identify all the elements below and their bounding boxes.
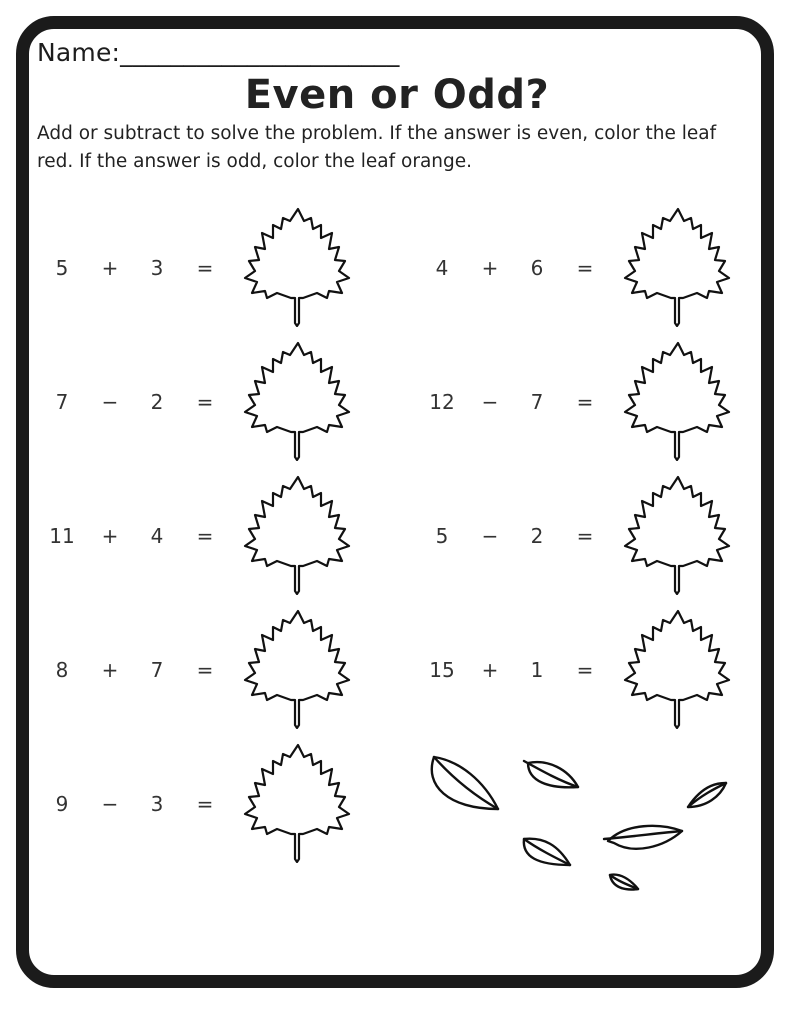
operand-a: 4 xyxy=(435,256,449,280)
name-field-label: Name:______________________ xyxy=(37,38,400,67)
problem-5 xyxy=(42,516,232,556)
operator: − xyxy=(481,390,499,414)
problem-3 xyxy=(42,382,232,422)
operand-a: 15 xyxy=(429,658,455,682)
equals-sign: = xyxy=(196,658,214,682)
equals-sign: = xyxy=(196,524,214,548)
problem-6 xyxy=(422,516,612,556)
operator: + xyxy=(101,524,119,548)
problem-1 xyxy=(42,248,232,288)
equals-sign: = xyxy=(576,256,594,280)
problem-9 xyxy=(42,784,232,824)
maple-leaf-icon[interactable] xyxy=(240,741,354,863)
maple-leaf-icon[interactable] xyxy=(620,205,734,327)
problem-2 xyxy=(422,248,612,288)
operator: + xyxy=(101,658,119,682)
maple-leaf-icon[interactable] xyxy=(620,339,734,461)
operator: + xyxy=(481,256,499,280)
problem-8 xyxy=(422,650,612,690)
operator: + xyxy=(481,658,499,682)
equals-sign: = xyxy=(576,390,594,414)
operand-b: 4 xyxy=(150,524,164,548)
operand-b: 2 xyxy=(530,524,544,548)
falling-leaves-icon xyxy=(420,745,740,905)
equals-sign: = xyxy=(196,256,214,280)
operator: − xyxy=(101,390,119,414)
maple-leaf-icon[interactable] xyxy=(240,607,354,729)
maple-leaf-icon[interactable] xyxy=(240,473,354,595)
operand-b: 7 xyxy=(150,658,164,682)
maple-leaf-icon[interactable] xyxy=(620,473,734,595)
operator: − xyxy=(481,524,499,548)
operand-a: 11 xyxy=(49,524,75,548)
equals-sign: = xyxy=(196,792,214,816)
operand-b: 1 xyxy=(530,658,544,682)
operand-b: 3 xyxy=(150,256,164,280)
equals-sign: = xyxy=(196,390,214,414)
operand-b: 3 xyxy=(150,792,164,816)
operand-a: 9 xyxy=(55,792,69,816)
maple-leaf-icon[interactable] xyxy=(240,205,354,327)
operator: − xyxy=(101,792,119,816)
operand-a: 5 xyxy=(55,256,69,280)
instructions-text: Add or subtract to solve the problem. If the answer is even, color the leaf red. If the answer is odd, color the leaf orange. xyxy=(37,123,717,172)
operand-a: 8 xyxy=(55,658,69,682)
operand-a: 12 xyxy=(429,390,455,414)
operand-b: 7 xyxy=(530,390,544,414)
equals-sign: = xyxy=(576,658,594,682)
problem-7 xyxy=(42,650,232,690)
maple-leaf-icon[interactable] xyxy=(620,607,734,729)
problem-4 xyxy=(422,382,612,422)
operator: + xyxy=(101,256,119,280)
operand-b: 2 xyxy=(150,390,164,414)
equals-sign: = xyxy=(576,524,594,548)
maple-leaf-icon[interactable] xyxy=(240,339,354,461)
operand-b: 6 xyxy=(530,256,544,280)
operand-a: 5 xyxy=(435,524,449,548)
operand-a: 7 xyxy=(55,390,69,414)
page-title: Even or Odd? xyxy=(244,72,550,118)
